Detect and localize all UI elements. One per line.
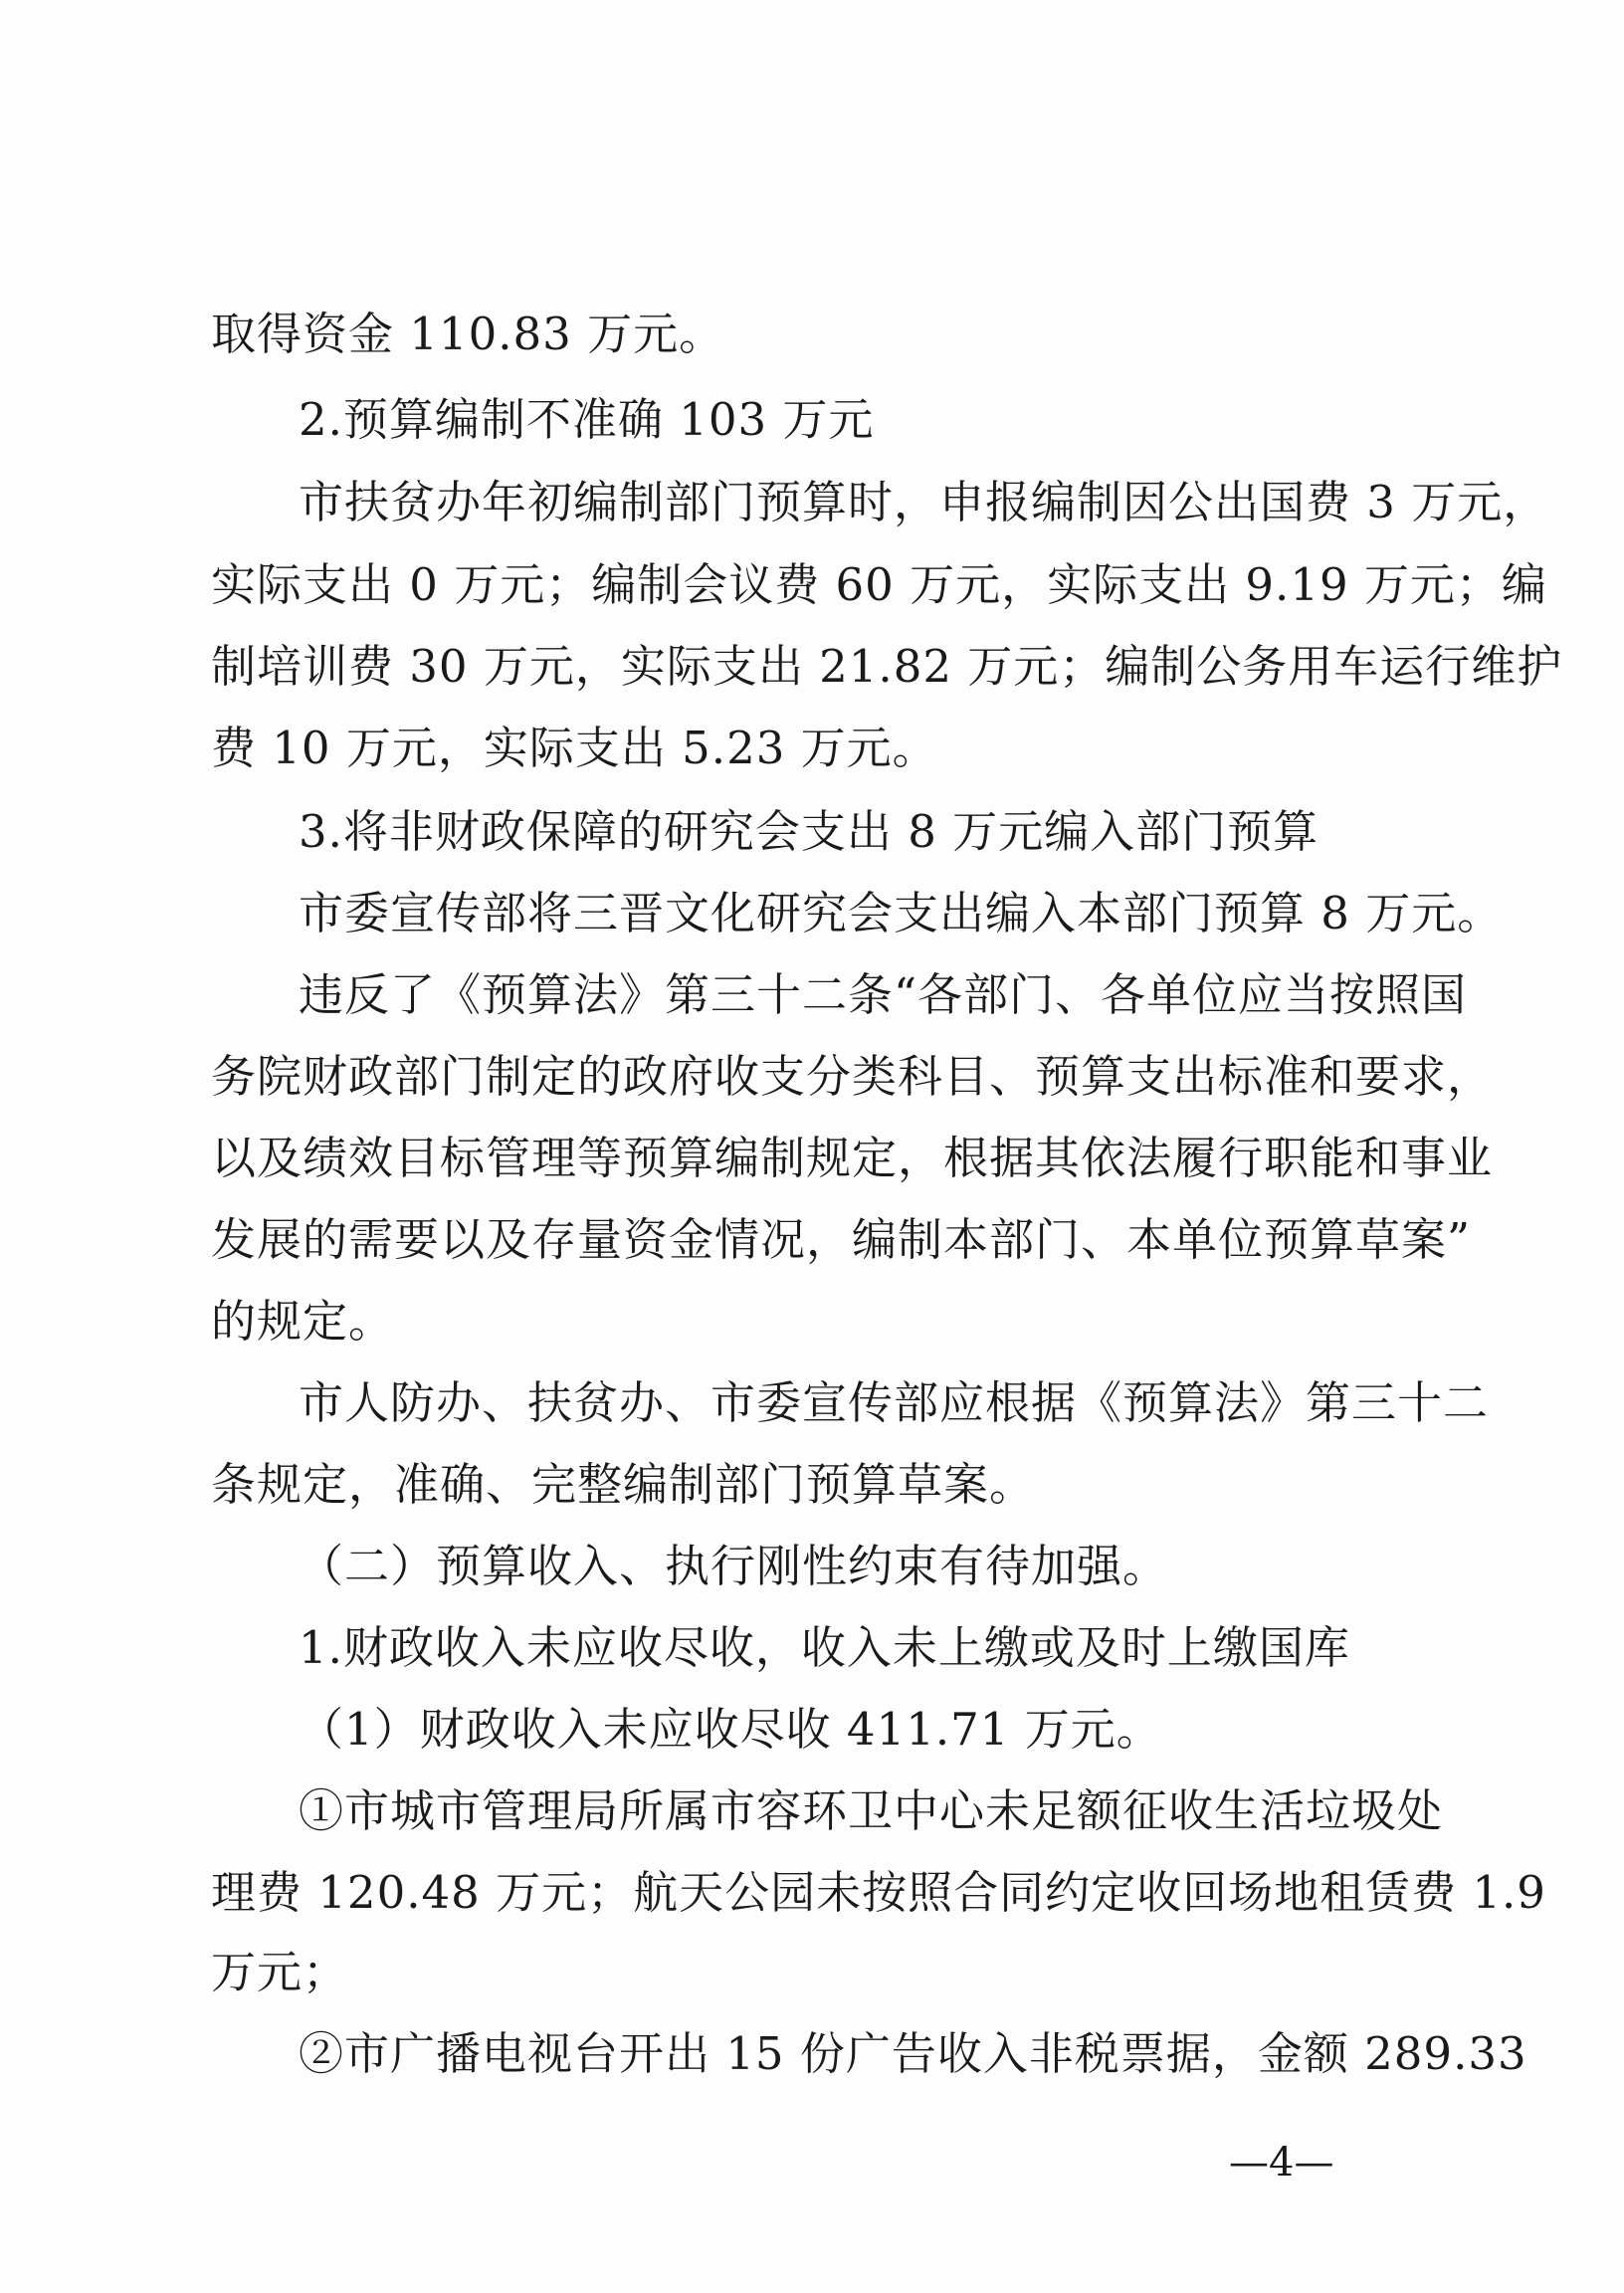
text-line-22: ②市广播电视台开出 15 份广告收入非税票据，金额 289.33 — [299, 2027, 1527, 2080]
text-line-2: 2.预算编制不准确 103 万元 — [299, 393, 875, 446]
text-line-7: 3.将非财政保障的研究会支出 8 万元编入部门预算 — [299, 805, 1320, 858]
text-line-13: 的规定。 — [211, 1295, 395, 1348]
text-line-8: 市委宣传部将三晋文化研究会支出编入本部门预算 8 万元。 — [299, 887, 1504, 939]
section-heading: （二）预算收入、执行刚性约束有待加强。 — [299, 1540, 1169, 1592]
text-line-18: （1）财政收入未应收尽收 411.71 万元。 — [299, 1703, 1162, 1756]
text-line-14: 市人防办、扶贫办、市委宣传部应根据《预算法》第三十二 — [299, 1376, 1490, 1429]
text-line-17: 1.财政收入未应收尽收，收入未上缴或及时上缴国库 — [299, 1621, 1350, 1674]
text-line-15: 条规定，准确、完整编制部门预算草案。 — [211, 1458, 1036, 1511]
text-line-4: 实际支出 0 万元；编制会议费 60 万元，实际支出 9.19 万元；编 — [211, 558, 1547, 611]
text-line-11: 以及绩效目标管理等预算编制规定，根据其依法履行职能和事业 — [211, 1132, 1494, 1184]
text-line-3: 市扶贫办年初编制部门预算时，申报编制因公出国费 3 万元， — [299, 476, 1549, 528]
text-line-9: 违反了《预算法》第三十二条“各部门、各单位应当按照国 — [299, 968, 1468, 1021]
text-line-19: ①市城市管理局所属市容环卫中心未足额征收生活垃圾处 — [299, 1784, 1444, 1837]
text-line-21: 万元； — [211, 1946, 349, 1998]
text-line-1: 取得资金 110.83 万元。 — [211, 308, 725, 360]
page-number: —4— — [1229, 2140, 1334, 2186]
text-line-20: 理费 120.48 万元；航天公园未按照合同约定收回场地租赁费 1.9 — [211, 1866, 1546, 1919]
text-line-10: 务院财政部门制定的政府收支分类科目、预算支出标准和要求， — [211, 1050, 1494, 1103]
text-line-12: 发展的需要以及存量资金情况，编制本部门、本单位预算草案” — [211, 1213, 1472, 1266]
text-line-6: 费 10 万元，实际支出 5.23 万元。 — [211, 722, 938, 774]
text-line-5: 制培训费 30 万元，实际支出 21.82 万元；编制公务用车运行维护 — [211, 640, 1563, 693]
